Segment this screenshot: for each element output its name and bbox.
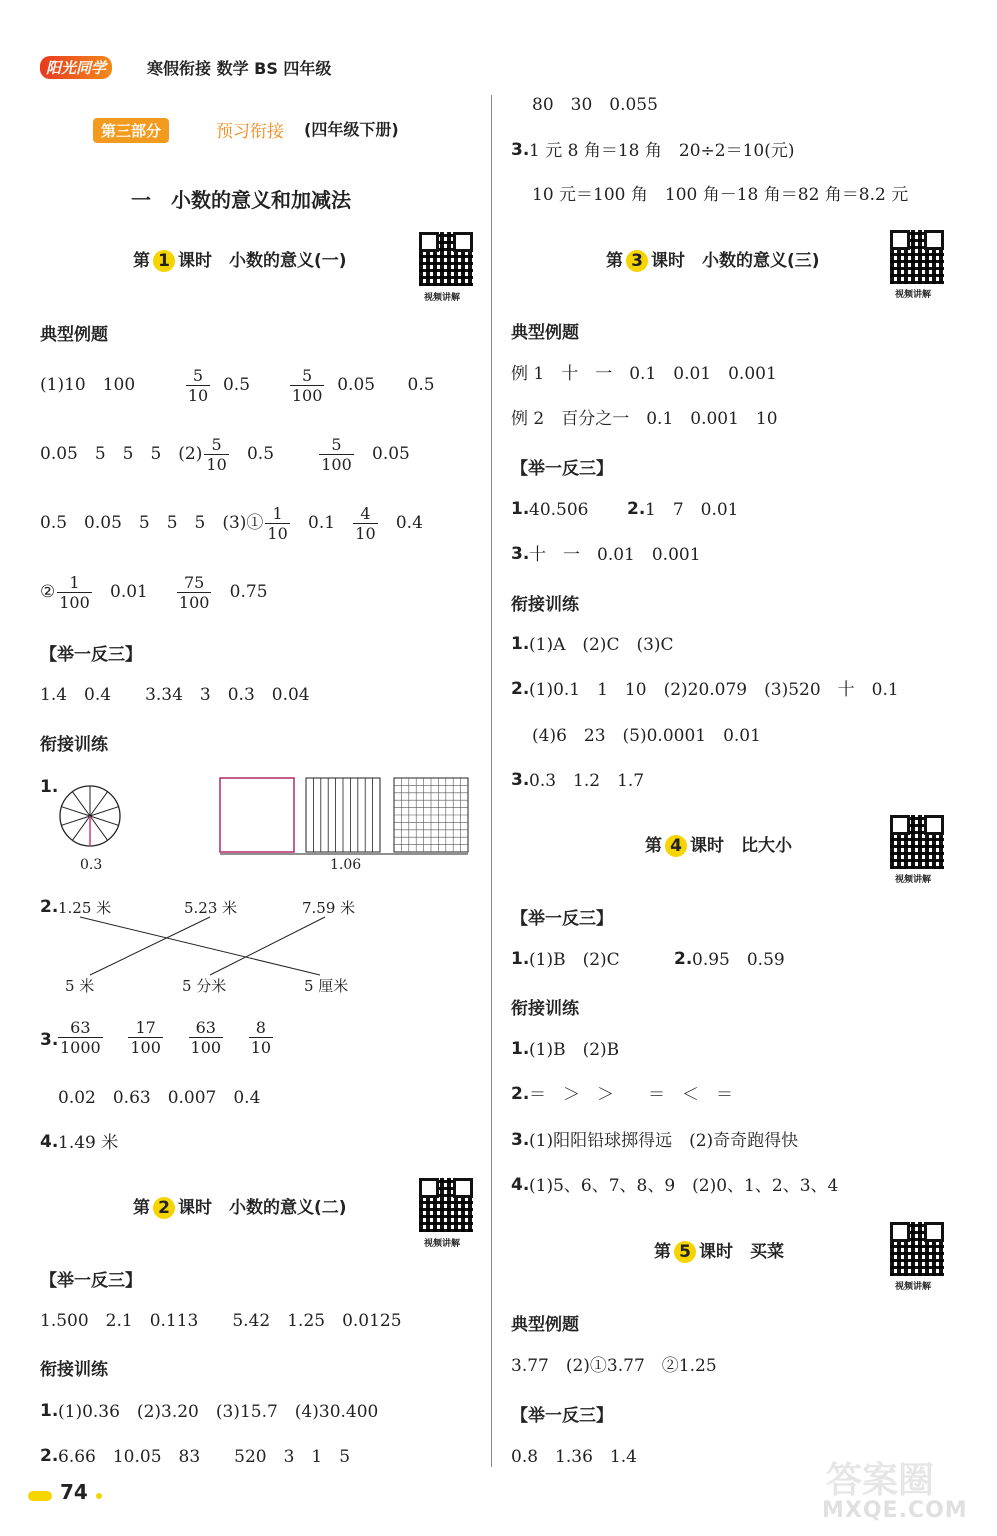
q2-bottom-1: 5 米 bbox=[65, 977, 95, 995]
example-row-4: ② $\frac{1}{100}$ 0.01 $\frac{75}{100}$ 0.75 bbox=[40, 573, 268, 612]
q1-number: 1. bbox=[40, 777, 59, 797]
x3-3-answer: 0.3 1.2 1.7 bbox=[529, 771, 645, 791]
j3-2-answer: 1 7 0.01 bbox=[645, 500, 739, 520]
x4-3-number: 3. bbox=[511, 1130, 530, 1150]
j4-2-number: 2. bbox=[674, 949, 693, 969]
qr-code-icon[interactable] bbox=[890, 815, 944, 869]
x4-1-answer: (1)B (2)B bbox=[529, 1040, 620, 1060]
page-number-dot bbox=[96, 1493, 102, 1499]
q1-label-circle: 0.3 bbox=[80, 857, 103, 873]
section-juyi-3: 【举一反三】 bbox=[511, 459, 613, 479]
j3-1-answer: 40.506 bbox=[529, 500, 589, 520]
x4-2-answer: ＝ ＞ ＞ ＝ ＜ ＝ bbox=[529, 1085, 733, 1105]
example-2: 例 2 百分之一 0.1 0.001 10 bbox=[511, 409, 778, 429]
unit-title: 一 小数的意义和加减法 bbox=[131, 188, 351, 212]
j3-2-number: 2. bbox=[627, 499, 646, 519]
juyi-answers: 1.4 0.4 3.34 3 0.3 0.04 bbox=[40, 685, 310, 705]
q4-answer: 1.49 米 bbox=[58, 1133, 119, 1153]
section-xianjie-3: 衔接训练 bbox=[511, 595, 579, 615]
x3-3-number: 3. bbox=[511, 770, 530, 790]
qr-code-icon[interactable] bbox=[419, 232, 473, 286]
x3-2-number: 2. bbox=[511, 679, 530, 699]
section-dianxing: 典型例题 bbox=[40, 325, 108, 345]
j3-3-answer: 十 一 0.01 0.001 bbox=[529, 545, 701, 565]
x3-1-number: 1. bbox=[511, 634, 530, 654]
lesson-4-title: 第 4 课时 比大小 bbox=[645, 836, 792, 856]
x4-3-answer: (1)阳阳铅球掷得远 (2)奇奇跑得快 bbox=[529, 1131, 799, 1151]
example-row-3: 0.5 0.05 5 5 5 (3)① $\frac{1}{10}$ 0.1 $\frac{4}{10}$ 0.4 bbox=[40, 504, 423, 543]
section-juyi: 【举一反三】 bbox=[40, 645, 142, 665]
example-5: 3.77 (2)①3.77 ②1.25 bbox=[511, 1356, 717, 1376]
x2-2-number: 2. bbox=[40, 1446, 59, 1466]
lesson-5-title: 第 5 课时 买菜 bbox=[654, 1242, 784, 1262]
section-xianjie-4: 衔接训练 bbox=[511, 999, 579, 1019]
qr-label: 视频讲解 bbox=[895, 1282, 932, 1292]
section-xianjie: 衔接训练 bbox=[40, 735, 108, 755]
q2-top-2: 5.23 米 bbox=[184, 899, 238, 917]
q2-bottom-2: 5 分米 bbox=[182, 977, 227, 995]
page-number: 74 bbox=[60, 1480, 88, 1504]
q3-fractions: $\frac{63}{1000}$ $\frac{17}{100}$ $\frac{63}{100}$ $\frac{8}{10}$ bbox=[60, 1018, 272, 1057]
j4-1-answer: (1)B (2)C bbox=[529, 950, 620, 970]
section-dianxing-5: 典型例题 bbox=[511, 1315, 579, 1335]
qr-code-icon[interactable] bbox=[419, 1178, 473, 1232]
x4-4-number: 4. bbox=[511, 1175, 530, 1195]
x4-4-answer: (1)5、6、7、8、9 (2)0、1、2、3、4 bbox=[529, 1176, 839, 1196]
q1-label-grid: 1.06 bbox=[330, 857, 362, 873]
example-row-1: (1)10 100 $\frac{5}{10}$ 0.5 $\frac{5}{100}$ 0.05 0.5 bbox=[40, 366, 435, 405]
example-1: 例 1 十 一 0.1 0.01 0.001 bbox=[511, 364, 777, 384]
qr-code-icon[interactable] bbox=[890, 1222, 944, 1276]
part-subtitle: (四年级下册) bbox=[304, 120, 399, 139]
lesson-2-title: 第 2 课时 小数的意义(二) bbox=[133, 1198, 347, 1218]
q3-decimals: 0.02 0.63 0.007 0.4 bbox=[58, 1088, 261, 1108]
x4-1-number: 1. bbox=[511, 1039, 530, 1059]
column-divider bbox=[491, 95, 492, 1467]
right-top-line: 80 30 0.055 bbox=[532, 95, 658, 115]
q2-number: 2. bbox=[40, 897, 59, 917]
q2-bottom-3: 5 厘米 bbox=[304, 977, 349, 995]
part-badge: 第三部分 bbox=[93, 118, 169, 143]
section-dianxing-3: 典型例题 bbox=[511, 323, 579, 343]
page-number-bar bbox=[28, 1491, 52, 1501]
x3-2-answer: (1)0.1 1 10 (2)20.079 (3)520 十 0.1 bbox=[529, 680, 899, 700]
qr-code-icon[interactable] bbox=[890, 230, 944, 284]
qr-label: 视频讲解 bbox=[895, 290, 932, 300]
qr-label: 视频讲解 bbox=[895, 875, 932, 885]
section-juyi-5: 【举一反三】 bbox=[511, 1406, 613, 1426]
qr-label: 视频讲解 bbox=[424, 1239, 461, 1249]
q3-number: 3. bbox=[40, 1030, 59, 1050]
section-juyi-2: 【举一反三】 bbox=[40, 1271, 142, 1291]
j3-3-number: 3. bbox=[511, 544, 530, 564]
juyi-5-answers: 0.8 1.36 1.4 bbox=[511, 1447, 637, 1467]
x3-2-answer-2: (4)6 23 (5)0.0001 0.01 bbox=[532, 726, 761, 746]
q2-matching-lines bbox=[60, 915, 360, 977]
part-title: 预习衔接 bbox=[216, 122, 284, 142]
header-series: 寒假衔接 数学 BS 四年级 bbox=[147, 59, 332, 78]
q2-top-1: 1.25 米 bbox=[58, 899, 112, 917]
qr-label: 视频讲解 bbox=[424, 293, 461, 303]
section-juyi-4: 【举一反三】 bbox=[511, 909, 613, 929]
x4-2-number: 2. bbox=[511, 1084, 530, 1104]
x2-1-number: 1. bbox=[40, 1401, 59, 1421]
r3-number: 3. bbox=[511, 140, 530, 160]
r3-answer-2: 10 元＝100 角 100 角－18 角＝82 角＝8.2 元 bbox=[532, 185, 909, 205]
j4-1-number: 1. bbox=[511, 949, 530, 969]
q4-number: 4. bbox=[40, 1132, 59, 1152]
brand-logo: 阳光同学 bbox=[40, 56, 112, 79]
lesson-1-title: 第 1 课时 小数的意义(一) bbox=[133, 251, 347, 271]
j4-2-answer: 0.95 0.59 bbox=[692, 950, 785, 970]
q1-grid-figure bbox=[218, 776, 472, 856]
q1-circle-figure bbox=[58, 784, 122, 848]
x2-2-answer: 6.66 10.05 83 520 3 1 5 bbox=[58, 1447, 351, 1467]
j3-1-number: 1. bbox=[511, 499, 530, 519]
example-row-2: 0.05 5 5 5 (2) $\frac{5}{10}$ 0.5 $\frac{5}{100}$ 0.05 bbox=[40, 435, 410, 474]
juyi-2-answers: 1.500 2.1 0.113 5.42 1.25 0.0125 bbox=[40, 1311, 402, 1331]
q2-top-3: 7.59 米 bbox=[302, 899, 356, 917]
section-xianjie-2: 衔接训练 bbox=[40, 1360, 108, 1380]
r3-answer: 1 元 8 角＝18 角 20÷2＝10(元) bbox=[529, 141, 795, 161]
watermark-url: MXQE.COM bbox=[822, 1498, 968, 1523]
x2-1-answer: (1)0.36 (2)3.20 (3)15.7 (4)30.400 bbox=[58, 1402, 379, 1422]
lesson-3-title: 第 3 课时 小数的意义(三) bbox=[606, 251, 820, 271]
watermark-logo: 答案圈 bbox=[826, 1460, 935, 1501]
x3-1-answer: (1)A (2)C (3)C bbox=[529, 635, 674, 655]
